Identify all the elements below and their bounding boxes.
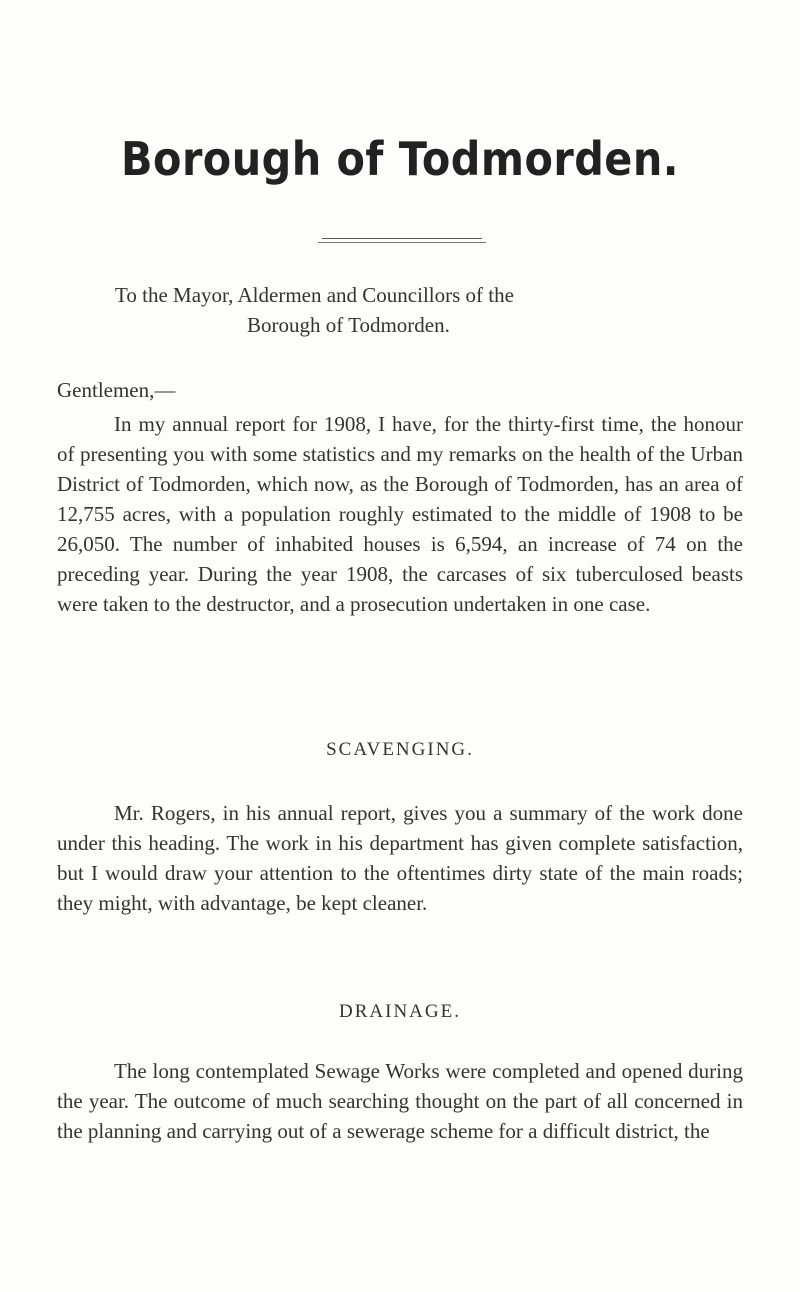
address-line-2: Borough of Todmorden. [247,313,450,337]
title-rule-divider [322,238,482,239]
section-heading-drainage: DRAINAGE. [339,1001,461,1022]
paragraph-introduction: In my annual report for 1908, I have, for the thirty-first time, the honour of presenting you with some statistics and my remarks on the health of the Urban District of Todmorden, which now, as the Borough of Todmorden, has an area of 12,755 acres, with a population roughly estimated to the middle of 1908 to be 26,050. The number of inhabited houses is 6,594, an increase of 74 on the preceding year. During the year 1908, the carcases of six tuberculosed beasts were taken to the destructor, and a prosecution undertaken in one case. [57,412,743,616]
address-block [115,280,715,340]
paragraph-drainage: The long contemplated Sewage Works were completed and opened during the year. The outcome of much searching thought on the part of all concerned in the planning and carrying out of a sewerage scheme for a difficult district, the [57,1059,743,1143]
address-line-1: To the Mayor, Aldermen and Councillors of the [115,283,514,307]
salutation: Gentlemen,— [57,378,176,402]
section-heading-scavenging: SCAVENGING. [326,739,474,760]
title-rule-divider-lower [318,242,486,243]
paragraph-scavenging: Mr. Rogers, in his annual report, gives you a summary of the work done under this heading. The work in his department has given complete satisfaction, but I would draw your attention to the oftentimes dirty state of the main roads; they might, with advantage, be kept cleaner. [57,801,743,915]
page-title: Borough of Todmorden. [121,132,679,186]
